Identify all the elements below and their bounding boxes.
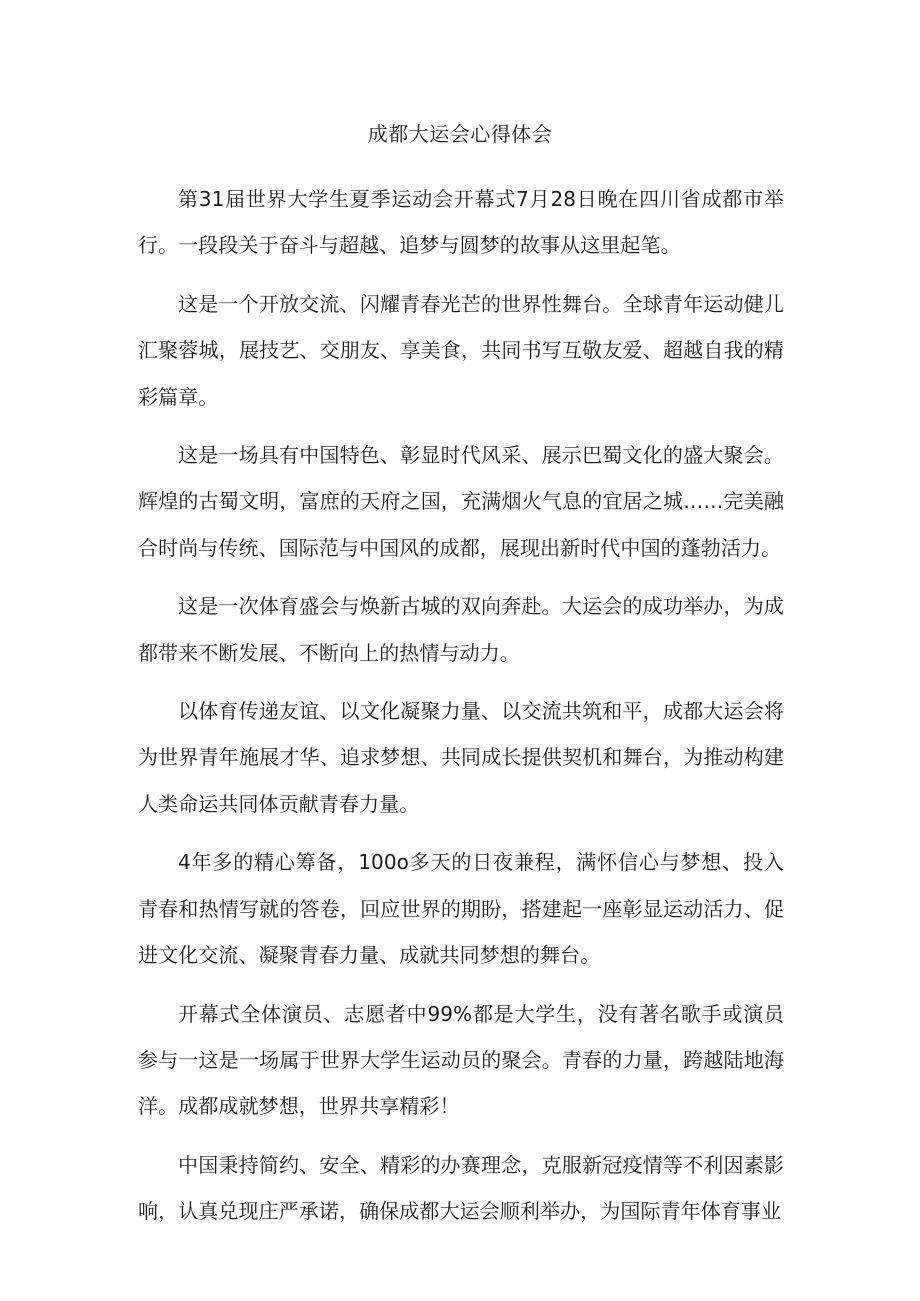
paragraph-4: 这是一次体育盛会与焕新古城的双向奔赴。大运会的成功举办，为成都带来不断发展、不断向上的热情与动力。 [138,594,784,665]
document-title: 成都大运会心得体会 [367,122,553,146]
paragraph-7: 开幕式全体演员、志愿者中99%都是大学生，没有著名歌手或演员参与一这是一场属于世界大学生运动员的聚会。青春的力量，跨越陆地海洋。成都成就梦想，世界共享精彩！ [138,1001,784,1119]
document-body [138,176,784,1247]
paragraph-1: 第31届世界大学生夏季运动会开幕式7月28日晚在四川省成都市举行。一段段关于奋斗与超越、追梦与圆梦的故事从这里起笔。 [138,187,784,258]
paragraph-5: 以体育传递友谊、以文化凝聚力量、以交流共筑和平，成都大运会将为世界青年施展才华、追求梦想、共同成长提供契机和舞台，为推动构建人类命运共同体贡献青春力量。 [138,699,784,816]
paragraph-8: 中国秉持简约、安全、精彩的办赛理念，克服新冠疫情等不利因素影响，认真兑现庄严承诺，确保成都大运会顺利举办，为国际青年体育事业 [138,1152,784,1224]
paragraph-3: 这是一场具有中国特色、彰显时代风采、展示巴蜀文化的盛大聚会。辉煌的古蜀文明，富庶的天府之国，充满烟火气息的宜居之城……完美融合时尚与传统、国际范与中国风的成都，展现出新时代中国的蓬勃活力。 [138,443,784,560]
paragraph-2: 这是一个开放交流、闪耀青春光芒的世界性舞台。全球青年运动健儿汇聚蓉城，展技艺、交朋友、享美食，共同书写互敬友爱、超越自我的精彩篇章。 [138,291,784,409]
paragraph-6: 4年多的精心筹备，100o多天的日夜兼程，满怀信心与梦想、投入青春和热情写就的答卷，回应世界的期盼，搭建起一座彰显运动活力、促进文化交流、凝聚青春力量、成就共同梦想的舞台。 [138,850,784,968]
